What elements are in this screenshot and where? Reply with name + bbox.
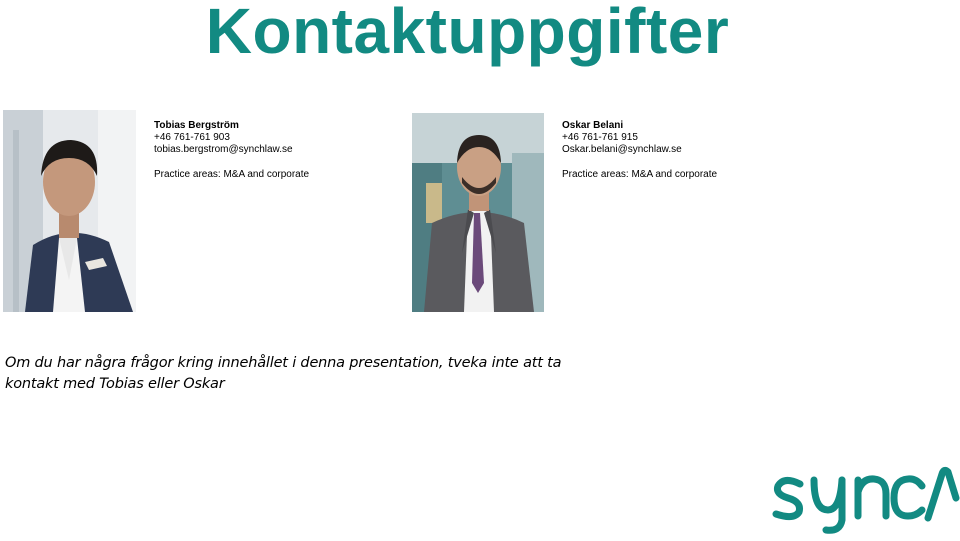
contact-practice-areas: Practice areas: M&A and corporate xyxy=(562,169,718,180)
contact-phone[interactable]: +46 761-761 903 xyxy=(154,132,230,143)
contact-email[interactable]: tobias.bergstrom@synchlaw.se xyxy=(154,144,293,155)
contact-name: Tobias Bergström xyxy=(154,120,239,131)
synch-logo xyxy=(770,458,960,536)
contact-invitation-text: Om du har några frågor kring innehållet i denna presentation, tveka inte att ta kontakt med Tobias eller Oskar xyxy=(5,355,562,392)
portrait-photo-tobias xyxy=(3,110,136,312)
contact-phone[interactable]: +46 761-761 915 xyxy=(562,132,638,143)
contact-name: Oskar Belani xyxy=(562,120,624,131)
contact-card-tobias xyxy=(154,120,309,181)
page-title: Kontaktuppgifter xyxy=(205,0,730,67)
portrait-photo-oskar xyxy=(412,113,544,312)
contact-practice-areas: Practice areas: M&A and corporate xyxy=(154,169,310,180)
contact-email[interactable]: Oskar.belani@synchlaw.se xyxy=(562,144,682,155)
contact-card-oskar xyxy=(562,120,717,181)
